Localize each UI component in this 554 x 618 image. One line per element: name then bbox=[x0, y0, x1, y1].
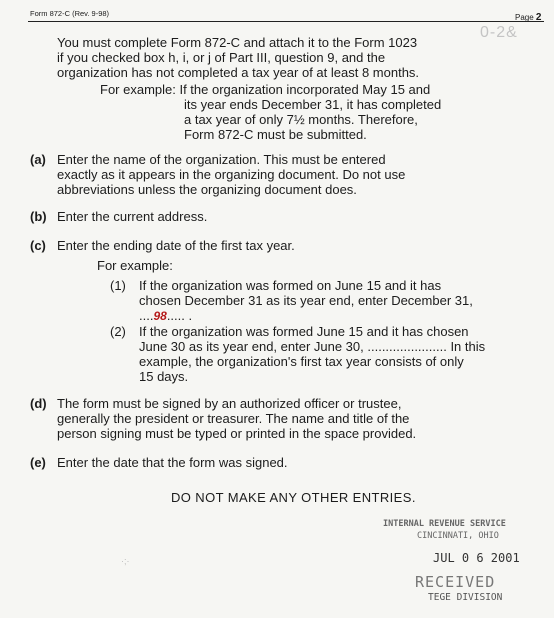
intro-line: if you checked box h, i, or j of Part III, question 9, and the bbox=[57, 50, 386, 65]
item-d-line: The form must be signed by an authorized officer or trustee, bbox=[57, 396, 402, 411]
item-d-label: (d) bbox=[30, 396, 47, 411]
example-line: a tax year of only 7½ months. Therefore, bbox=[184, 112, 418, 127]
closing-instruction: DO NOT MAKE ANY OTHER ENTRIES. bbox=[171, 490, 416, 505]
item-b-text bbox=[57, 209, 207, 224]
example-paragraph bbox=[100, 82, 441, 142]
example-1-line: If the organization was formed on June 15 and it has bbox=[139, 278, 442, 293]
item-b-line: Enter the current address. bbox=[57, 209, 208, 224]
example-2-number: (2) bbox=[110, 324, 126, 339]
intro-paragraph bbox=[57, 35, 419, 80]
item-a-text bbox=[57, 152, 405, 197]
example-1-text bbox=[139, 278, 473, 324]
example-1-leader: .... bbox=[139, 308, 154, 323]
item-b-label: (b) bbox=[30, 209, 47, 224]
header-rule bbox=[28, 21, 544, 22]
stamp-received: RECEIVED bbox=[415, 573, 496, 591]
example-line: For example: If the organization incorporated May 15 and bbox=[100, 82, 431, 97]
example-2-line: June 30 as its year end, enter June 30, ...................... In this bbox=[139, 339, 486, 354]
example-2-line: 15 days. bbox=[139, 369, 189, 384]
intro-line: You must complete Form 872-C and attach it to the Form 1023 bbox=[57, 35, 418, 50]
item-a-label: (a) bbox=[30, 152, 46, 167]
item-d-line: person signing must be typed or printed in the space provided. bbox=[57, 426, 417, 441]
item-c-line: Enter the ending date of the first tax year. bbox=[57, 238, 295, 253]
item-e-line: Enter the date that the form was signed. bbox=[57, 455, 288, 470]
item-a-line: exactly as it appears in the organizing document. Do not use bbox=[57, 167, 406, 182]
example-1-line: chosen December 31 as its year end, enter December 31, bbox=[139, 293, 473, 308]
bleed-through-text: 0-2& bbox=[480, 24, 518, 41]
example-2-line: If the organization was formed June 15 and it has chosen bbox=[139, 324, 469, 339]
stamp-division: TEGE DIVISION bbox=[428, 592, 503, 603]
item-e-label: (e) bbox=[30, 455, 46, 470]
form-identifier: Form 872-C (Rev. 9-98) bbox=[30, 9, 110, 18]
example-1-number: (1) bbox=[110, 278, 126, 293]
handwritten-year: 98 bbox=[153, 309, 167, 323]
example-line: Form 872-C must be submitted. bbox=[184, 127, 367, 142]
item-d-line: generally the president or treasurer. The name and title of the bbox=[57, 411, 410, 426]
page-label: Page bbox=[515, 13, 534, 22]
scan-speck: ·;· bbox=[121, 556, 130, 566]
stamp-agency: INTERNAL REVENUE SERVICE bbox=[383, 519, 506, 529]
example-line: its year ends December 31, it has completed bbox=[184, 97, 442, 112]
item-c-label: (c) bbox=[30, 238, 46, 253]
item-a-line: Enter the name of the organization. This must be entered bbox=[57, 152, 386, 167]
item-a-line: abbreviations unless the organizing document does. bbox=[57, 182, 357, 197]
example-1-line bbox=[139, 308, 473, 324]
item-e-text bbox=[57, 455, 288, 470]
stamp-date: JUL 0 6 2001 bbox=[433, 551, 520, 565]
page-number-value: 2 bbox=[535, 12, 542, 23]
intro-line: organization has not completed a tax year of at least 8 months. bbox=[57, 65, 420, 80]
item-d-text bbox=[57, 396, 416, 441]
example-2-line: example, the organization's first tax year consists of only bbox=[139, 354, 464, 369]
example-1-leader-end: ..... . bbox=[166, 308, 193, 323]
item-c-example-heading: For example: bbox=[97, 258, 173, 273]
example-2-text bbox=[139, 324, 485, 384]
item-c-text bbox=[57, 238, 295, 253]
stamp-location: CINCINNATI, OHIO bbox=[417, 531, 499, 541]
